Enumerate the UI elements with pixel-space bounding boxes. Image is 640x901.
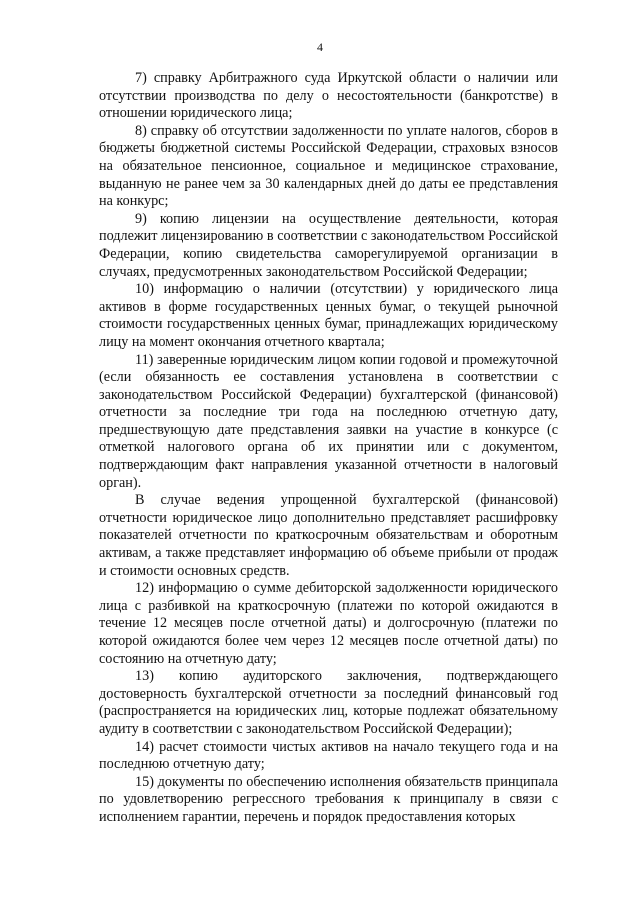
paragraph-item-9: 9) копию лицензии на осуществление деятельности, которая подлежит лицензированию в соответствии с законодательством Российской Федерации, копию свидетельства саморегулируемой организации в случаях, предусмотренных законодательством Российской Федерации; (99, 210, 558, 280)
paragraph-item-11: 11) заверенные юридическим лицом копии годовой и промежуточной (если обязанность ее составления установлена в соответствии с законодательством Российской Федерации) бухгалтерской (финансовой) отчетности за последние три года на последнюю отчетную дату, предшествующую дате представления заявки на участие в конкурсе (с отметкой налогового органа об их принятии или с документом, подтверждающим факт направления указанной отчетности в налоговый орган). (99, 351, 558, 491)
paragraph-item-15: 15) документы по обеспечению исполнения обязательств принципала по удовлетворению регрессного требования к принципалу в связи с исполнением гарантии, перечень и порядок предоставления которых (99, 773, 558, 825)
paragraph-item-13: 13) копию аудиторского заключения, подтверждающего достоверность бухгалтерской отчетности за последний финансовый год (распространяется на юридических лиц, которые подлежат обязательному аудиту в соответствии с законодательством Российской Федерации); (99, 668, 558, 737)
page-number: 4 (317, 40, 323, 54)
paragraph-item-14: 14) расчет стоимости чистых активов на начало текущего года и на последнюю отчетную дату; (99, 738, 558, 773)
paragraph-item-7: 7) справку Арбитражного суда Иркутской области о наличии или отсутствии производства по делу о несостоятельности (банкротстве) в отношении юридического лица; (99, 70, 558, 122)
paragraph-simplified-reporting: В случае ведения упрощенной бухгалтерской (финансовой) отчетности юридическое лицо дополнительно представляет расшифровку показателей отчетности по краткосрочным обязательствам и оборотным активам, а также представляет информацию об объеме прибыли от продаж и стоимости основных средств. (99, 492, 558, 579)
paragraph-item-12: 12) информацию о сумме дебиторской задолженности юридического лица с разбивкой на краткосрочную (платежи по которой ожидаются в течение 12 месяцев после отчетной даты) и долгосрочную (платежи по которой ожидаются более чем через 12 месяцев после отчетной даты) по состоянию на отчетную дату; (99, 580, 558, 667)
paragraph-item-10: 10) информацию о наличии (отсутствии) у юридического лица активов в форме государственных ценных бумаг, о текущей рыночной стоимости государственных ценных бумаг, принадлежащих юридическому лицу на момент окончания отчетного квартала; (99, 281, 558, 350)
document-body (99, 70, 558, 827)
paragraph-item-8: 8) справку об отсутствии задолженности по уплате налогов, сборов в бюджеты бюджетной системы Российской Федерации, страховых взносов на обязательное пенсионное, социальное и медицинское страхование, выданную не ранее чем за 30 календарных дней до даты ее представления на конкурс; (99, 122, 558, 210)
